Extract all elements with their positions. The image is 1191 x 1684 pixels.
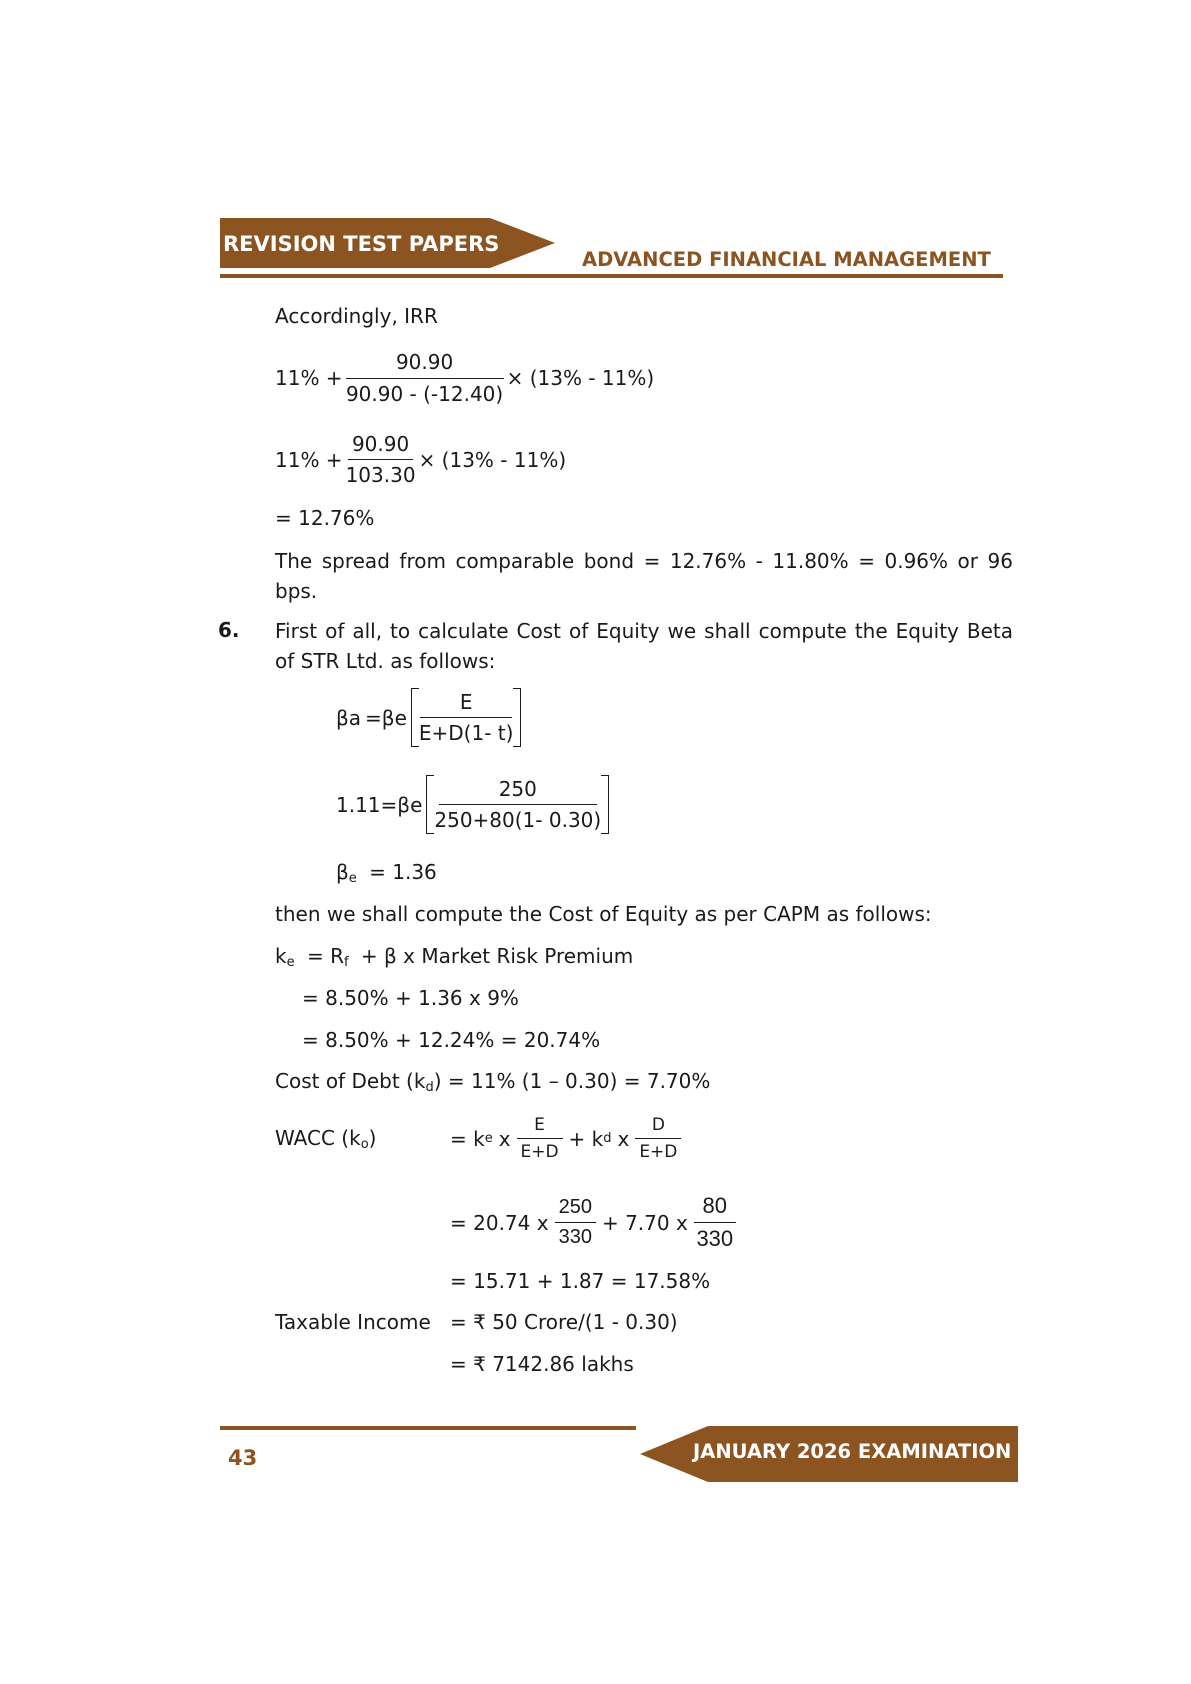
wacc-plus-sub: d: [603, 1131, 612, 1146]
wacc-line2-b: + 7.70 x: [601, 1210, 688, 1235]
irr-formula-1-suffix: × (13% - 11%): [506, 366, 655, 390]
wacc-label-a: WACC (k: [275, 1126, 361, 1150]
beta-e-result: [336, 860, 437, 886]
irr-formula-1-numerator: 90.90: [346, 350, 504, 379]
kd-sub: d: [425, 1080, 434, 1095]
kd-a: Cost of Debt (k: [275, 1069, 426, 1093]
ke-line-3: = 8.50% + 12.24% = 20.74%: [302, 1028, 601, 1052]
irr-formula-2-numerator: 90.90: [348, 432, 413, 460]
beta-e-sub: e: [394, 705, 407, 730]
beta-line2-sub: e: [410, 792, 423, 817]
q6-intro: First of all, to calculate Cost of Equity we shall compute the Equity Beta of STR Ltd. as follows:: [275, 619, 1013, 673]
irr-formula-1: [275, 350, 654, 406]
ke-sub: e: [286, 955, 295, 970]
beta-line2-bracket: [426, 775, 609, 834]
beta-e-result-value: = 1.36: [369, 860, 437, 884]
irr-formula-2-denominator: 103.30: [345, 463, 416, 487]
kd-b: ) = 11% (1 – 0.30) = 7.70%: [433, 1069, 711, 1093]
ke-symbol: k: [275, 944, 287, 968]
kd-line: [275, 1069, 710, 1095]
ke-eq-b: + β x Market Risk Premium: [360, 944, 634, 968]
irr-formula-2-prefix: 11% +: [275, 447, 343, 472]
ke-line-2: = 8.50% + 1.36 x 9%: [302, 986, 519, 1010]
irr-intro: Accordingly, IRR: [275, 304, 438, 328]
beta-fraction-numerator: E: [420, 690, 512, 718]
taxable-line-2: = ₹ 7142.86 lakhs: [450, 1352, 634, 1376]
beta-bracket: [411, 688, 522, 747]
beta-line2-numerator: 250: [439, 777, 597, 805]
wacc-x1: x: [498, 1126, 511, 1151]
beta-fraction-denominator: E+D(1- t): [418, 721, 514, 745]
wacc-line2-a: = 20.74 x: [450, 1210, 549, 1235]
wacc-line2-frac-2-num: 80: [694, 1193, 736, 1223]
wacc-line2-frac-1-num: 250: [555, 1196, 596, 1223]
wacc-formula-1: [450, 1115, 681, 1162]
irr-formula-1-prefix: 11% +: [275, 366, 343, 390]
wacc-label-b: ): [368, 1126, 377, 1150]
irr-formula-1-fraction: [346, 350, 504, 406]
header-rule: [220, 274, 1003, 278]
wacc-x2: x: [617, 1126, 630, 1151]
beta-e-result-symbol: β: [336, 860, 349, 884]
beta-e-result-sub: e: [348, 871, 357, 886]
wacc-eq-a-sub: e: [484, 1131, 493, 1146]
header-left-label: REVISION TEST PAPERS: [223, 232, 500, 256]
beta-formula-2: [336, 775, 609, 834]
q6-number: 6.: [218, 618, 240, 642]
irr-formula-1-denominator: 90.90 - (-12.40): [345, 382, 504, 406]
wacc-line2-frac-2-den: 330: [696, 1226, 734, 1251]
wacc-label: [275, 1126, 376, 1152]
beta-eq: =β: [365, 705, 395, 730]
header-right-label: ADVANCED FINANCIAL MANAGEMENT: [582, 248, 991, 271]
irr-formula-2-suffix: × (13% - 11%): [418, 447, 567, 472]
beta-a-sub: a: [348, 705, 362, 730]
wacc-line2-frac-2: [694, 1193, 736, 1252]
wacc-frac-1: [517, 1115, 563, 1162]
wacc-frac-2-num: D: [635, 1115, 681, 1139]
beta-a-symbol: β: [336, 705, 349, 730]
beta-fraction: [419, 690, 514, 745]
wacc-formula-2: [450, 1193, 736, 1252]
beta-line2-denominator: 250+80(1- 0.30): [434, 808, 602, 832]
wacc-frac-2-den: E+D: [639, 1142, 678, 1162]
irr-spread-text: The spread from comparable bond = 12.76% - 11.80% = 0.96% or 96 bps.: [275, 549, 1013, 603]
ke-eq-sub: f: [343, 955, 349, 970]
taxable-line-1: = ₹ 50 Crore/(1 - 0.30): [450, 1310, 678, 1334]
taxable-label: Taxable Income: [275, 1310, 431, 1334]
beta-line2-fraction: [434, 777, 601, 832]
wacc-frac-1-num: E: [517, 1115, 563, 1139]
irr-formula-2: [275, 432, 566, 487]
irr-formula-2-fraction: [346, 432, 416, 487]
ke-eq-a: = R: [306, 944, 344, 968]
wacc-label-sub: o: [360, 1137, 369, 1152]
footer-exam-label: JANUARY 2026 EXAMINATION: [693, 1440, 1012, 1463]
beta-formula: [336, 688, 521, 747]
wacc-frac-1-den: E+D: [520, 1142, 559, 1162]
ke-line-1: [275, 944, 633, 970]
page-number: 43: [228, 1446, 258, 1470]
wacc-frac-2: [635, 1115, 681, 1162]
wacc-line-3: = 15.71 + 1.87 = 17.58%: [450, 1269, 711, 1293]
wacc-line2-frac-1: [555, 1196, 596, 1249]
capm-intro: then we shall compute the Cost of Equity as per CAPM as follows:: [275, 902, 932, 926]
wacc-line2-frac-1-den: 330: [558, 1226, 592, 1248]
footer-rule: [220, 1426, 636, 1430]
wacc-eq-a: = k: [450, 1126, 485, 1151]
wacc-plus: + k: [568, 1126, 604, 1151]
irr-result: = 12.76%: [275, 506, 375, 530]
beta-line2-left: 1.11=β: [336, 792, 411, 817]
